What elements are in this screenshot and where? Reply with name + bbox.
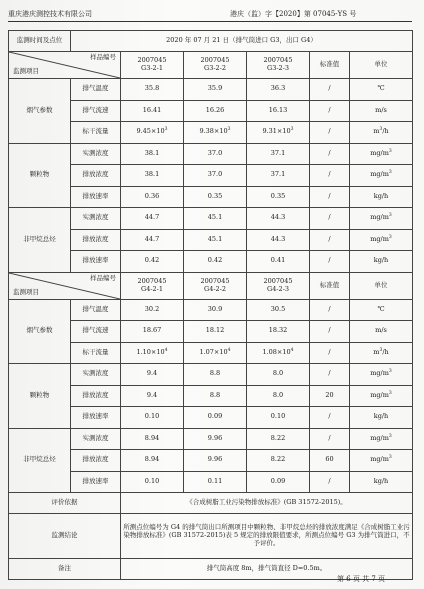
- standard-value: /: [310, 100, 350, 122]
- sample-id: [184, 52, 247, 79]
- company-name: 重庆港庆测控技术有限公司: [8, 10, 92, 18]
- unit-value: m/s: [350, 321, 413, 343]
- group-name: 非甲烷总烃: [9, 428, 71, 493]
- table-row: [9, 364, 413, 386]
- standard-value: /: [310, 229, 350, 251]
- sample-code: G3-2-1: [141, 64, 163, 72]
- item-name: 实测浓度: [71, 364, 121, 386]
- measured-value: 0.10: [121, 407, 184, 429]
- conclusion-label: 监测结论: [9, 514, 121, 559]
- measured-value: 0.09: [247, 471, 310, 493]
- item-name: 排放速率: [71, 471, 121, 493]
- measured-value-exp: 3: [164, 127, 168, 133]
- measured-value: 35.9: [184, 79, 247, 101]
- unit-value-exp: 3: [388, 390, 392, 396]
- unit-value: [350, 143, 413, 165]
- item-name: 实测浓度: [71, 143, 121, 165]
- unit-header: 单位: [350, 272, 413, 299]
- measured-value: 8.0: [247, 385, 310, 407]
- item-name: 排放浓度: [71, 229, 121, 251]
- measured-value: 37.0: [184, 143, 247, 165]
- standard-value: /: [310, 143, 350, 165]
- measured-value: 0.42: [121, 251, 184, 273]
- item-name: 排放浓度: [71, 450, 121, 472]
- unit-value: [350, 364, 413, 386]
- unit-value: [350, 450, 413, 472]
- measured-value-exp: 4: [227, 347, 231, 353]
- table-row: [9, 299, 413, 321]
- conclusion-text: 所测点位编号为 G4 的排气筒出口所测项目中颗粒物、非甲烷总烃的排放浓度满足《合成树脂工业污染物排放标准》(GB 31572-2015)表 5 规定的排放限值要求，所测点位编号 G3 为排气筒进口，不予评价。: [121, 514, 413, 559]
- measured-value: 38.1: [121, 165, 184, 187]
- header-rule: [8, 21, 412, 22]
- measured-value-base: 1.10×10: [136, 347, 165, 356]
- unit-value: [350, 342, 413, 364]
- measured-value: 0.35: [247, 186, 310, 208]
- measured-value-base: 9.31×10: [262, 127, 291, 136]
- measured-value: 30.2: [121, 299, 184, 321]
- measured-value: 30.5: [247, 299, 310, 321]
- standard-value: /: [310, 299, 350, 321]
- measured-value: 18.12: [184, 321, 247, 343]
- datetime-value: 2020 年 07 月 21 日（排气筒进口 G3，出口 G4）: [71, 31, 413, 52]
- measured-value-base: 1.07×10: [199, 347, 228, 356]
- sample-id: [247, 272, 310, 299]
- unit-value-base: mg/m: [370, 234, 389, 243]
- measured-value: 8.94: [121, 450, 184, 472]
- measured-value: 16.41: [121, 100, 184, 122]
- measured-value: 8.22: [247, 428, 310, 450]
- group-name: 颗粒物: [9, 364, 71, 429]
- unit-value: kg/h: [350, 251, 413, 273]
- unit-value: [350, 122, 413, 144]
- sample-batch: 2007045: [200, 56, 230, 65]
- measured-value: 37.0: [184, 165, 247, 187]
- measured-value: 9.96: [184, 450, 247, 472]
- report-number: 港庆（监）字【2020】第 07045-YS 号: [230, 10, 357, 18]
- table-row: [9, 428, 413, 450]
- unit-value-exp: 3: [388, 369, 392, 375]
- measured-value: [247, 122, 310, 144]
- unit-value-base: mg/m: [370, 148, 389, 157]
- unit-value: kg/h: [350, 186, 413, 208]
- diagonal-header-cell: [9, 272, 121, 299]
- sample-code: G4-2-3: [267, 284, 289, 293]
- measured-value: 38.1: [121, 143, 184, 165]
- measured-value: 9.4: [121, 364, 184, 386]
- item-name: 实测浓度: [71, 208, 121, 230]
- item-name: 排气温度: [71, 79, 121, 101]
- sample-no-label: 样品编号: [90, 273, 116, 282]
- measured-value: 8.8: [184, 364, 247, 386]
- monitor-item-label: 监测项目: [13, 67, 39, 76]
- sample-id: [184, 272, 247, 299]
- group-name: 颗粒物: [9, 143, 71, 208]
- unit-value-base: mg/m: [370, 369, 389, 378]
- measured-value: 16.26: [184, 100, 247, 122]
- standard-header: 标准值: [310, 52, 350, 79]
- measured-value: 0.09: [184, 407, 247, 429]
- unit-value: m/s: [350, 100, 413, 122]
- measured-value: 36.3: [247, 79, 310, 101]
- unit-value: [350, 385, 413, 407]
- item-name: 排放速率: [71, 186, 121, 208]
- group-name: 烟气参数: [9, 299, 71, 364]
- measured-value-exp: 4: [290, 347, 294, 353]
- measured-value: [121, 122, 184, 144]
- unit-value-tail: /h: [382, 347, 389, 356]
- unit-value: [350, 208, 413, 230]
- standard-value: /: [310, 208, 350, 230]
- measured-value: [184, 342, 247, 364]
- sample-batch: 2007045: [137, 276, 167, 285]
- item-name: 排放浓度: [71, 385, 121, 407]
- item-name: 排气流速: [71, 100, 121, 122]
- measured-value: 37.1: [247, 165, 310, 187]
- measured-value: [184, 122, 247, 144]
- remark-text: 排气筒高度 8m，排气筒直径 D=0.5m。: [121, 559, 413, 580]
- unit-value-exp: 3: [388, 213, 392, 219]
- unit-value: [350, 165, 413, 187]
- measured-value: 18.32: [247, 321, 310, 343]
- unit-value-exp: 3: [388, 455, 392, 461]
- measured-value: 0.10: [121, 471, 184, 493]
- unit-value-exp: 3: [388, 148, 392, 154]
- measured-value: 9.4: [121, 385, 184, 407]
- measured-value: 0.36: [121, 186, 184, 208]
- table-row: [9, 79, 413, 101]
- sample-batch: 2007045: [137, 56, 167, 65]
- unit-header: 单位: [350, 52, 413, 79]
- measured-value: 44.3: [247, 208, 310, 230]
- unit-value-exp: 3: [379, 347, 383, 353]
- measured-value-exp: 3: [290, 127, 294, 133]
- unit-value: [350, 229, 413, 251]
- item-name: 排放速率: [71, 251, 121, 273]
- group-name: 烟气参数: [9, 79, 71, 144]
- measured-value-base: 9.45×10: [136, 127, 165, 136]
- measured-value: 8.22: [247, 450, 310, 472]
- unit-value-base: mg/m: [370, 455, 389, 464]
- measured-value: 9.96: [184, 428, 247, 450]
- measured-value-exp: 4: [164, 347, 168, 353]
- measured-value: 45.1: [184, 229, 247, 251]
- measured-value: 16.13: [247, 100, 310, 122]
- sample-code: G3-2-2: [204, 64, 226, 72]
- item-name: 标干流量: [71, 342, 121, 364]
- measured-value: [247, 342, 310, 364]
- standard-header: 标准值: [310, 272, 350, 299]
- unit-value-base: mg/m: [370, 390, 389, 399]
- standard-value: /: [310, 471, 350, 493]
- sample-id: [121, 52, 184, 79]
- unit-value: kg/h: [350, 407, 413, 429]
- unit-value-tail: /h: [382, 127, 389, 136]
- unit-value: ℃: [350, 79, 413, 101]
- standard-value: 60: [310, 450, 350, 472]
- measured-value: 0.42: [184, 251, 247, 273]
- unit-value-base: m: [373, 127, 380, 136]
- measured-value: 44.7: [121, 208, 184, 230]
- measured-value: 8.8: [184, 385, 247, 407]
- measured-value: 30.9: [184, 299, 247, 321]
- page-number: 第 6 页 共 7 页: [337, 575, 386, 583]
- remark-label: 备注: [9, 559, 121, 580]
- item-name: 排气流速: [71, 321, 121, 343]
- item-name: 实测浓度: [71, 428, 121, 450]
- standard-value: 20: [310, 385, 350, 407]
- unit-value-base: m: [373, 347, 380, 356]
- diagonal-header-cell: [9, 52, 121, 79]
- measured-value: 0.35: [184, 186, 247, 208]
- standard-value: /: [310, 165, 350, 187]
- measured-value-base: 1.08×10: [262, 347, 291, 356]
- standard-value: /: [310, 79, 350, 101]
- monitoring-table: [8, 30, 413, 580]
- unit-value-exp: 3: [388, 170, 392, 176]
- measured-value: 8.94: [121, 428, 184, 450]
- item-name: 排放速率: [71, 407, 121, 429]
- sample-batch: 2007045: [263, 56, 293, 65]
- sample-batch: 2007045: [263, 276, 293, 285]
- measured-value: 35.8: [121, 79, 184, 101]
- item-name: 标干流量: [71, 122, 121, 144]
- table-row: [9, 208, 413, 230]
- item-name: 排放浓度: [71, 165, 121, 187]
- unit-value-exp: 3: [379, 127, 383, 133]
- item-name: 排气温度: [71, 299, 121, 321]
- sample-batch: 2007045: [200, 276, 230, 285]
- measured-value: 37.1: [247, 143, 310, 165]
- measured-value: 18.67: [121, 321, 184, 343]
- basis-label: 评价依据: [9, 493, 121, 514]
- standard-value: /: [310, 428, 350, 450]
- sample-code: G3-2-3: [267, 64, 289, 72]
- standard-value: /: [310, 251, 350, 273]
- unit-value-base: mg/m: [370, 213, 389, 222]
- measured-value: 0.11: [184, 471, 247, 493]
- measured-value: 0.41: [247, 251, 310, 273]
- group-name: 非甲烷总烃: [9, 208, 71, 273]
- standard-value: /: [310, 122, 350, 144]
- measured-value: 0.10: [247, 407, 310, 429]
- unit-value: kg/h: [350, 471, 413, 493]
- measured-value: [121, 342, 184, 364]
- monitor-item-label: 监测项目: [13, 287, 39, 296]
- unit-value-base: mg/m: [370, 170, 389, 179]
- measured-value: 44.7: [121, 229, 184, 251]
- measured-value-exp: 3: [227, 127, 231, 133]
- sample-no-label: 样品编号: [90, 53, 116, 61]
- table-row: [9, 143, 413, 165]
- datetime-label: 监测时间及点位: [9, 31, 71, 52]
- unit-value-exp: 3: [388, 433, 392, 439]
- unit-value-exp: 3: [388, 234, 392, 240]
- standard-value: /: [310, 342, 350, 364]
- measured-value: 44.3: [247, 229, 310, 251]
- unit-value: [350, 428, 413, 450]
- sample-id: [247, 52, 310, 79]
- standard-value: /: [310, 186, 350, 208]
- standard-value: /: [310, 407, 350, 429]
- sample-id: [121, 272, 184, 299]
- standard-value: /: [310, 321, 350, 343]
- measured-value: 8.0: [247, 364, 310, 386]
- sample-code: G4-2-2: [204, 284, 226, 293]
- sample-code: G4-2-1: [141, 284, 163, 293]
- standard-value: /: [310, 364, 350, 386]
- measured-value: 45.1: [184, 208, 247, 230]
- measured-value-base: 9.38×10: [199, 127, 228, 136]
- basis-text: 《合成树脂工业污染物排放标准》(GB 31572-2015)。: [121, 493, 413, 514]
- unit-value-base: mg/m: [370, 433, 389, 442]
- unit-value: ℃: [350, 299, 413, 321]
